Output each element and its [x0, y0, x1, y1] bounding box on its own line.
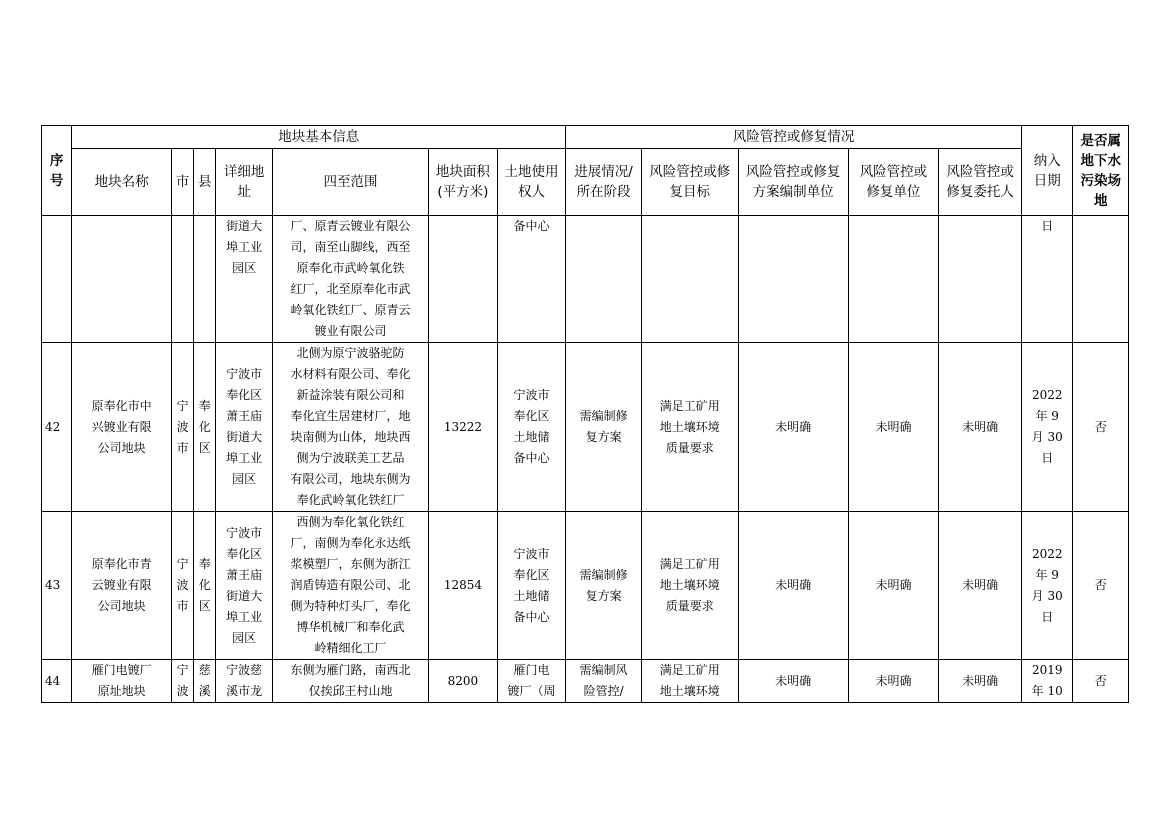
cell-name: 原奉化市青 云镀业有限 公司地块 [72, 512, 172, 660]
cell-plan-unit: 未明确 [738, 343, 848, 512]
cell-client [939, 216, 1022, 343]
cell-name: 雁门电镀厂 原址地块 [72, 660, 172, 703]
header-row-columns [42, 149, 1129, 216]
cell-client: 未明确 [939, 660, 1022, 703]
cell-progress: 需编制风 险管控/ [566, 660, 642, 703]
table-row-continued [42, 216, 1129, 343]
cell-plan-unit: 未明确 [738, 660, 848, 703]
cell-boundary: 西侧为奉化氧化铁红 厂，南侧为奉化永达纸 浆模塑厂，东侧为浙江 润盾铸造有限公司、北 侧为特种灯头厂，奉化 博华机械厂和奉化武 岭精细化工厂 [272, 512, 428, 660]
cell-boundary: 北侧为原宁波骆驼防 水材料有限公司、奉化 新益涂装有限公司和 奉化宜生居建材厂，地 块南侧为山体，地块西 侧为宁波联美工艺品 有限公司，地块东侧为 奉化武岭氧化铁红厂 [272, 343, 428, 512]
cell-county [194, 216, 216, 343]
cell-seq: 44 [42, 660, 72, 703]
cell-date: 日 [1022, 216, 1073, 343]
header-group-basic: 地块基本信息 [72, 126, 566, 149]
header-boundary: 四至范围 [272, 149, 428, 216]
cell-target: 满足工矿用 地土壤环境 [641, 660, 738, 703]
cell-plan-unit: 未明确 [738, 512, 848, 660]
cell-repair-unit: 未明确 [848, 660, 939, 703]
cell-boundary: 东侧为雁门路，南西北 仅挨邱王村山地 [272, 660, 428, 703]
cell-county: 奉 化 区 [194, 512, 216, 660]
header-client: 风险管控或 修复委托人 [939, 149, 1022, 216]
header-city: 市 [172, 149, 194, 216]
cell-progress [566, 216, 642, 343]
cell-seq [42, 216, 72, 343]
header-area: 地块面积 (平方米) [429, 149, 498, 216]
cell-area: 13222 [429, 343, 498, 512]
header-repair-unit: 风险管控或 修复单位 [848, 149, 939, 216]
cell-date: 2019 年 10 [1022, 660, 1073, 703]
header-name: 地块名称 [72, 149, 172, 216]
header-progress: 进展情况/ 所在阶段 [566, 149, 642, 216]
cell-boundary: 厂、原青云镀业有限公 司，南至山脚线，西至 原奉化市武岭氧化铁 红厂，北至原奉化市武 岭氧化铁红厂、原青云 镀业有限公司 [272, 216, 428, 343]
cell-city: 宁 波 市 [172, 343, 194, 512]
cell-target: 满足工矿用 地土壤环境 质量要求 [641, 343, 738, 512]
cell-address: 宁波市 奉化区 萧王庙 街道大 埠工业 园区 [216, 343, 272, 512]
cell-groundwater: 否 [1073, 512, 1129, 660]
cell-progress: 需编制修 复方案 [566, 512, 642, 660]
cell-address: 宁波市 奉化区 萧王庙 街道大 埠工业 园区 [216, 512, 272, 660]
header-county: 县 [194, 149, 216, 216]
header-include-date: 纳入 日期 [1022, 126, 1073, 216]
cell-repair-unit [848, 216, 939, 343]
header-target: 风险管控或修 复目标 [641, 149, 738, 216]
table-row [42, 343, 1129, 512]
cell-area: 12854 [429, 512, 498, 660]
cell-owner: 宁波市 奉化区 土地储 备中心 [497, 343, 566, 512]
cell-owner: 雁门电 镀厂（周 [497, 660, 566, 703]
cell-city: 宁 波 [172, 660, 194, 703]
cell-name [72, 216, 172, 343]
header-owner: 土地使用 权人 [497, 149, 566, 216]
cell-date: 2022 年 9 月 30 日 [1022, 512, 1073, 660]
cell-repair-unit: 未明确 [848, 512, 939, 660]
table-row-partial [42, 660, 1129, 703]
cell-area: 8200 [429, 660, 498, 703]
cell-target [641, 216, 738, 343]
cell-groundwater: 否 [1073, 343, 1129, 512]
header-groundwater: 是否属 地下水 污染场 地 [1073, 126, 1129, 216]
cell-address: 街道大 埠工业 园区 [216, 216, 272, 343]
cell-name: 原奉化市中 兴镀业有限 公司地块 [72, 343, 172, 512]
header-group-risk: 风险管控或修复情况 [566, 126, 1022, 149]
cell-client: 未明确 [939, 512, 1022, 660]
table-row [42, 512, 1129, 660]
cell-groundwater: 否 [1073, 660, 1129, 703]
header-seq: 序 号 [42, 126, 72, 216]
cell-seq: 42 [42, 343, 72, 512]
header-plan-unit: 风险管控或修复 方案编制单位 [738, 149, 848, 216]
cell-city: 宁 波 市 [172, 512, 194, 660]
cell-area [429, 216, 498, 343]
contaminated-sites-table [41, 125, 1129, 703]
cell-progress: 需编制修 复方案 [566, 343, 642, 512]
cell-address: 宁波慈 溪市龙 [216, 660, 272, 703]
header-address: 详细地 址 [216, 149, 272, 216]
cell-repair-unit: 未明确 [848, 343, 939, 512]
cell-plan-unit [738, 216, 848, 343]
cell-owner: 备中心 [497, 216, 566, 343]
cell-county: 慈 溪 [194, 660, 216, 703]
cell-client: 未明确 [939, 343, 1022, 512]
cell-groundwater [1073, 216, 1129, 343]
cell-owner: 宁波市 奉化区 土地储 备中心 [497, 512, 566, 660]
header-row-groups [42, 126, 1129, 149]
cell-city [172, 216, 194, 343]
cell-county: 奉 化 区 [194, 343, 216, 512]
cell-target: 满足工矿用 地土壤环境 质量要求 [641, 512, 738, 660]
cell-seq: 43 [42, 512, 72, 660]
cell-date: 2022 年 9 月 30 日 [1022, 343, 1073, 512]
